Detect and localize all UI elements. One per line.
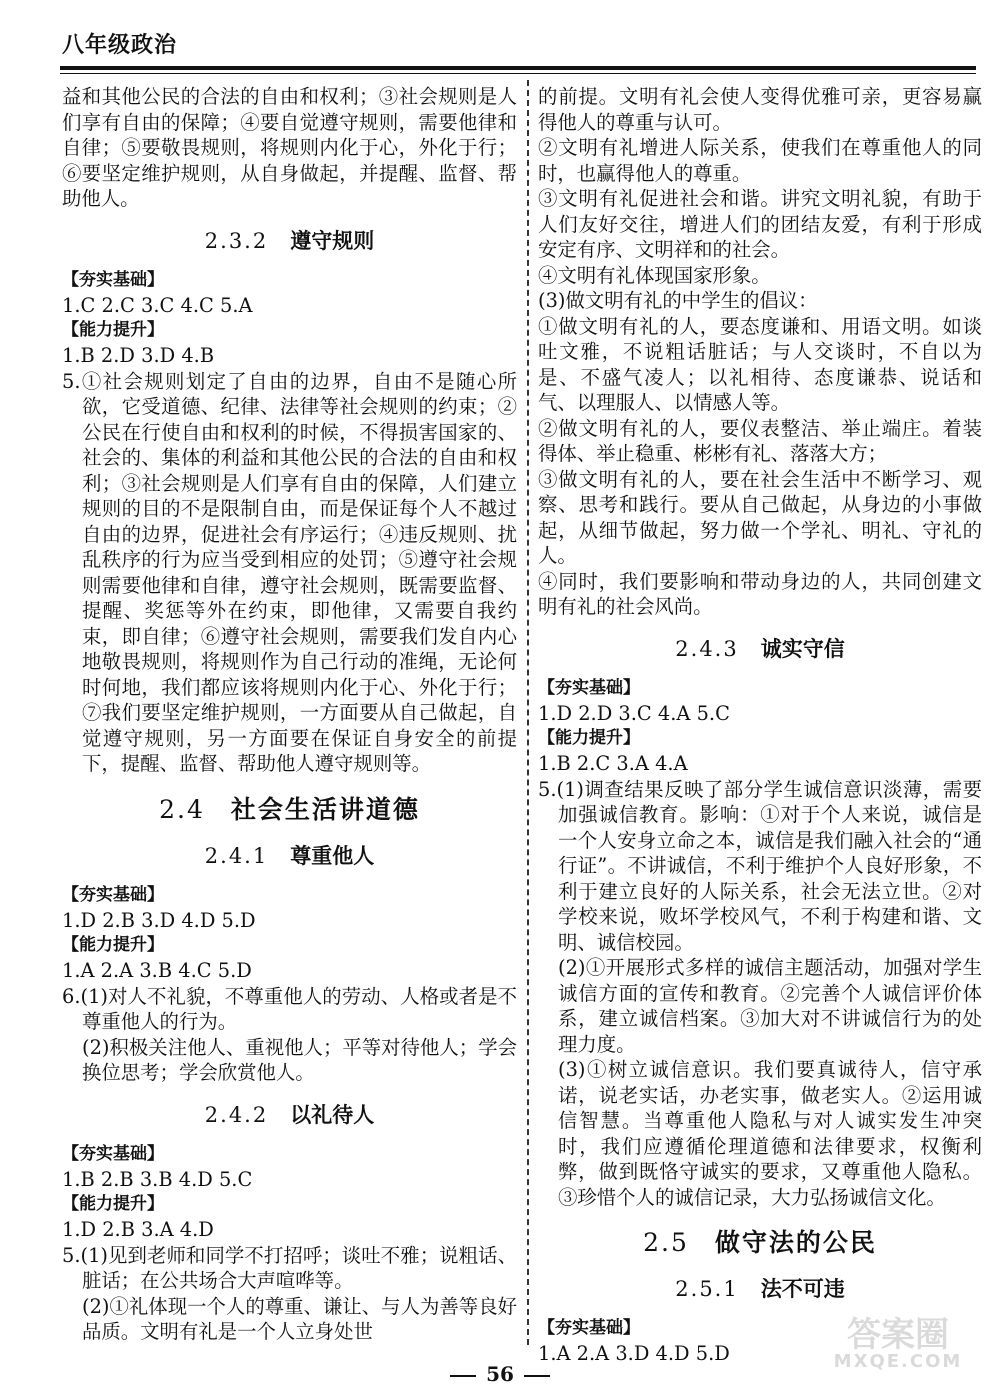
answers-advanced: 1.D 2.B 3.A 4.D	[62, 1218, 214, 1241]
tag-basic: 【夯实基础】	[62, 269, 164, 290]
proposal-1: ①做文明有礼的人，要态度谦和、用语文明。如谈吐文雅，不说粗话脏话；与人交谈时，不自以为是、不盛气凌人；以礼相待、态度谦恭、说话和气、以理服人、以情感人等。	[538, 314, 982, 414]
tag-basic: 【夯实基础】	[538, 1318, 640, 1338]
section-number: 2.3.2	[204, 228, 269, 253]
answer-5: 5.①社会规则划定了自由的边界，自由不是随心所欲，它受道德、纪律、法律等社会规则的约束；②公民在行使自由和权利的时候，不得损害国家的、社会的、集体的利益和其他公民的合法的自由和权利；③社会规则是人们享有自由的保障，人们建立规则的目的不是限制自由，而是保证每个人不越过自由的边界，促进社会有序运行；④违反规则、扰乱秩序的行为应当受到相应的处罚；⑤遵守社会规则需要他律和自律，遵守社会规则，既需要监督、提醒、奖惩等外在约束，即他律，又需要自我约束，即自律；⑥遵守社会规则，需要我们发自内心地敬畏规则，将规则作为自己行动的准绳，无论何时何地，我们都应该将规则内化于心、外化于行；⑦我们要坚定维护规则，一方面要从自己做起，自觉遵守规则，另一方面要在保证自身安全的前提下，提醒、监督、帮助他人遵守规则等。	[62, 369, 517, 775]
section-title: 以礼待人	[290, 1102, 375, 1127]
tag-basic: 【夯实基础】	[62, 1143, 164, 1164]
left-column	[62, 84, 517, 1345]
answers-basic: 1.D 2.B 3.D 4.D 5.D	[62, 908, 256, 932]
answer-5-part-3: (3)①树立诚信意识。我们要真诚待人，信守承诺，说老实话，办老实事，做老实人。②运用诚信智慧。当尊重他人隐私与对人诚实发生冲突时，我们应遵循伦理道德和法律要求，权衡利弊，做到既恪守诚实的要求，又尊重他人隐私。③珍惜个人的诚信记录，大力弘扬诚信文化。	[558, 1058, 982, 1209]
watermark-main-text: 答案圈	[847, 1315, 949, 1355]
point-4: ④文明有礼体现国家形象。	[538, 263, 771, 287]
answer-5-part-1: 5.(1)调查结果反映了部分学生诚信意识淡薄，需要加强诚信教育。影响：①对于个人来说，诚信是一个人安身立命之本，诚信是我们融入社会的“通行证”。不讲诚信，不利于维护个人良好形象，不利于建立良好的人际关系，社会无法立世。②对学校来说，败坏学校风气，不利于构建和谐、文明、诚信校园。	[538, 777, 982, 954]
section-title: 做守法的公民	[714, 1228, 877, 1257]
answers-advanced: 1.B 2.C 3.A 4.A	[538, 752, 688, 775]
section-heading-2-5	[538, 1226, 982, 1260]
section-title: 遵守规则	[290, 228, 375, 253]
section-heading-2-5-1	[538, 1274, 982, 1304]
tag-basic: 【夯实基础】	[538, 677, 640, 698]
section-number: 2.4	[159, 794, 205, 824]
answer-5-part-1: 5.(1)见到老师和同学不打招呼；谈吐不雅；说粗话、脏话；在公共场合大声喧哗等。	[62, 1243, 517, 1292]
answers-advanced: 1.B 2.D 3.D 4.B	[62, 344, 215, 367]
footer-dash-left	[450, 1375, 476, 1377]
answers-basic: 1.A 2.A 3.D 4.D 5.D	[538, 1342, 730, 1365]
section-title: 诚实守信	[760, 636, 845, 661]
proposal-2: ②做文明有礼的人，要仪表整洁、举止端庄。着装得体、举止稳重、彬彬有礼、落落大方；	[538, 416, 982, 465]
section-number: 2.5	[643, 1228, 689, 1257]
page-number: 56	[486, 1362, 514, 1386]
section-heading-2-4-3	[538, 634, 982, 664]
section-number: 2.4.2	[204, 1102, 269, 1127]
answers-basic: 1.B 2.B 3.B 4.D 5.C	[62, 1167, 253, 1191]
header-rule-thin	[60, 73, 976, 74]
section-number: 2.4.3	[675, 636, 739, 661]
section-title: 法不可违	[760, 1277, 845, 1301]
page-header: 八年级政治	[62, 33, 178, 58]
answers-basic: 1.C 2.C 3.C 4.C 5.A	[62, 293, 253, 317]
section-heading-2-4-2	[62, 1100, 517, 1130]
section-title: 尊重他人	[290, 843, 375, 868]
proposal-heading: (3)做文明有礼的中学生的倡议：	[538, 289, 818, 312]
tag-advanced: 【能力提升】	[62, 1194, 164, 1214]
section-heading-2-4-1	[62, 841, 517, 871]
answer-5-part-2: (2)①礼体现一个人的尊重、谦让、与人为善等良好品质。文明有礼是一个人立身处世	[82, 1294, 517, 1343]
watermark-sub-text: MXQE.COM	[833, 1351, 963, 1372]
point-2: ②文明有礼增进人际关系，使我们在尊重他人的同时，也赢得他人的尊重。	[538, 136, 982, 185]
answer-6-part-2: (2)积极关注他人、重视他人；平等对待他人；学会换位思考；学会欣赏他人。	[82, 1035, 517, 1084]
continued-paragraph: 的前提。文明有礼会使人变得优雅可亲，更容易赢得他人的尊重与认可。	[538, 85, 982, 134]
answers-basic: 1.D 2.D 3.C 4.A 5.C	[538, 701, 730, 725]
answers-advanced: 1.A 2.A 3.B 4.C 5.D	[62, 959, 252, 982]
section-title: 社会生活讲道德	[230, 794, 420, 824]
tag-basic: 【夯实基础】	[62, 884, 164, 905]
column-divider	[527, 80, 529, 1345]
section-heading-2-4	[62, 793, 517, 827]
intro-paragraph: 益和其他公民的合法的自由和权利；③社会规则是人们享有自由的保障；④要自觉遵守规则，需要他律和自律；⑤要敬畏规则，将规则内化于心，外化于行；⑥要坚定维护规则，从自身做起，并提醒、监督、帮助他人。	[62, 85, 517, 210]
section-number: 2.5.1	[675, 1277, 739, 1301]
section-heading-2-3-2	[62, 226, 517, 256]
tag-advanced: 【能力提升】	[538, 728, 640, 748]
point-3: ③文明有礼促进社会和谐。讲究文明礼貌，有助于人们友好交往，增进人们的团结友爱，有利于形成安定有序、文明祥和的社会。	[538, 187, 982, 261]
proposal-3: ③做文明有礼的人，要在社会生活中不断学习、观察、思考和践行。要从自己做起，从身边的小事做起，从细节做起，努力做一个学礼、明礼、守礼的人。	[538, 467, 982, 567]
tag-advanced: 【能力提升】	[62, 320, 164, 340]
section-number: 2.4.1	[204, 843, 269, 868]
right-column	[538, 84, 982, 1367]
header-rule-thick	[60, 66, 976, 70]
footer-dash-right	[524, 1375, 550, 1377]
proposal-4: ④同时，我们要影响和带动身边的人，共同创建文明有礼的社会风尚。	[538, 569, 982, 618]
answer-6-part-1: 6.(1)对人不礼貌，不尊重他人的劳动、人格或者是不尊重他人的行为。	[62, 984, 517, 1033]
watermark-logo	[808, 1315, 988, 1380]
tag-advanced: 【能力提升】	[62, 935, 164, 955]
answer-5-part-2: (2)①开展形式多样的诚信主题活动，加强对学生诚信方面的宣传和教育。②完善个人诚信评价体系，建立诚信档案。③加大对不讲诚信行为的处理力度。	[558, 956, 982, 1056]
